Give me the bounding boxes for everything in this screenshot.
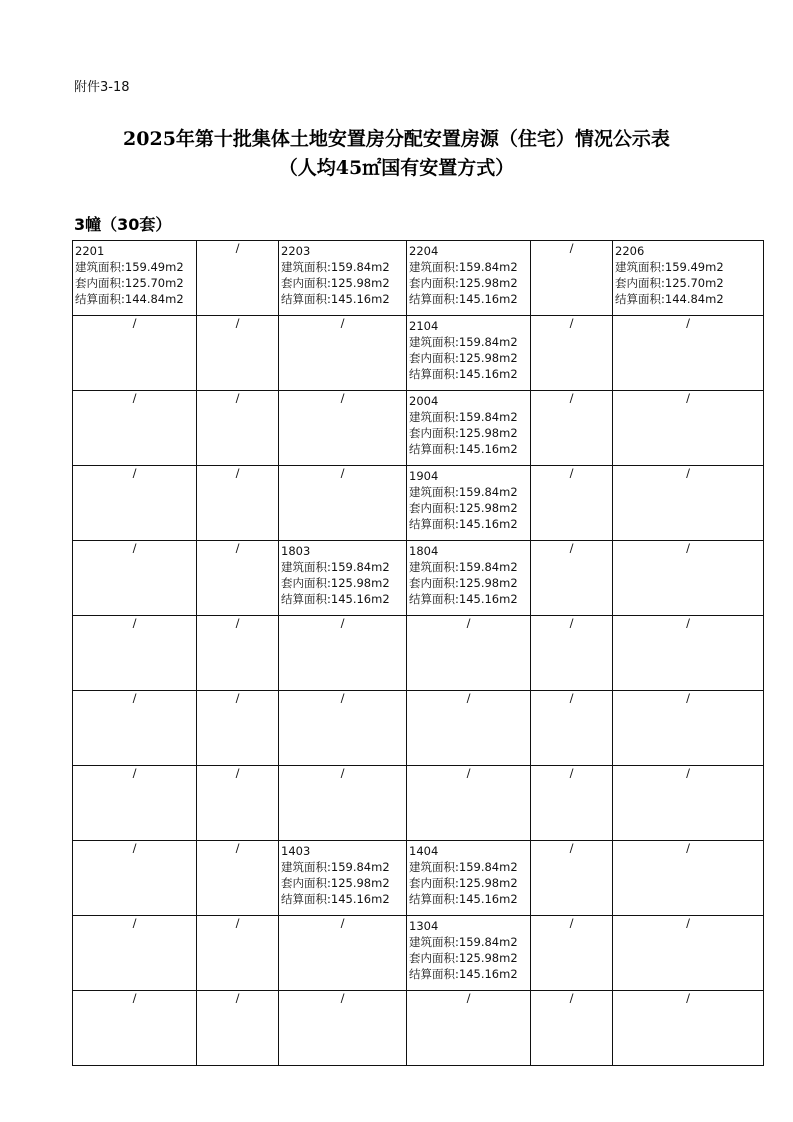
unit-cell [279,241,407,316]
settlement-area: 结算面积:145.16m2 [409,892,518,906]
empty-cell [279,691,407,766]
empty-cell [197,466,279,541]
unit-info [407,541,530,607]
placeholder-slash: / [235,766,240,780]
building-area: 建筑面积:159.49m2 [75,260,184,274]
placeholder-slash: / [340,916,345,930]
housing-units-table-body [73,241,764,1066]
unit-cell [279,541,407,616]
settlement-area: 结算面积:144.84m2 [615,292,724,306]
inner-area: 套内面积:125.98m2 [409,576,518,590]
empty-cell [197,541,279,616]
placeholder-slash: / [132,991,137,1005]
placeholder-slash: / [466,691,471,705]
empty-cell [407,691,531,766]
placeholder-slash: / [235,991,240,1005]
inner-area: 套内面积:125.98m2 [409,351,518,365]
empty-cell [613,391,764,466]
placeholder-slash: / [235,241,240,255]
inner-area: 套内面积:125.98m2 [281,576,390,590]
empty-cell [531,766,613,841]
empty-cell [279,316,407,391]
inner-area: 套内面积:125.70m2 [615,276,724,290]
unit-cell [279,841,407,916]
empty-cell [531,616,613,691]
table-row [73,916,764,991]
placeholder-slash: / [132,466,137,480]
placeholder-slash: / [132,391,137,405]
unit-cell [407,241,531,316]
placeholder-slash: / [235,616,240,630]
placeholder-slash: / [235,841,240,855]
settlement-area: 结算面积:145.16m2 [409,592,518,606]
empty-cell [197,391,279,466]
empty-cell [73,391,197,466]
unit-number: 2004 [409,394,439,408]
placeholder-slash: / [132,691,137,705]
unit-info [407,916,530,982]
empty-cell [279,991,407,1066]
placeholder-slash: / [235,391,240,405]
unit-cell [407,541,531,616]
unit-cell [407,841,531,916]
table-row [73,391,764,466]
empty-cell [531,991,613,1066]
empty-cell [279,616,407,691]
placeholder-slash: / [235,316,240,330]
inner-area: 套内面积:125.70m2 [75,276,184,290]
placeholder-slash: / [132,541,137,555]
empty-cell [407,991,531,1066]
empty-cell [73,466,197,541]
placeholder-slash: / [340,466,345,480]
placeholder-slash: / [686,466,690,480]
unit-info [407,466,530,532]
placeholder-slash: / [340,391,345,405]
placeholder-slash: / [569,316,574,330]
unit-number: 1404 [409,844,439,858]
settlement-area: 结算面积:145.16m2 [281,892,390,906]
placeholder-slash: / [686,391,690,405]
placeholder-slash: / [569,766,574,780]
empty-cell [531,541,613,616]
building-area: 建筑面积:159.84m2 [409,935,518,949]
placeholder-slash: / [340,691,345,705]
empty-cell [531,841,613,916]
empty-cell [531,391,613,466]
placeholder-slash: / [569,541,574,555]
unit-info [407,316,530,382]
settlement-area: 结算面积:145.16m2 [281,592,390,606]
placeholder-slash: / [569,616,574,630]
empty-cell [279,916,407,991]
unit-cell [407,391,531,466]
empty-cell [613,541,764,616]
building-area: 建筑面积:159.84m2 [409,260,518,274]
placeholder-slash: / [569,691,574,705]
empty-cell [531,466,613,541]
unit-info [613,241,763,307]
placeholder-slash: / [686,316,690,330]
placeholder-slash: / [340,991,345,1005]
empty-cell [197,916,279,991]
placeholder-slash: / [340,766,345,780]
settlement-area: 结算面积:145.16m2 [281,292,390,306]
placeholder-slash: / [132,766,137,780]
placeholder-slash: / [569,391,574,405]
unit-number: 1304 [409,919,439,933]
placeholder-slash: / [686,691,690,705]
unit-cell [407,316,531,391]
unit-info [407,241,530,307]
unit-number: 2203 [281,244,311,258]
settlement-area: 结算面积:145.16m2 [409,517,518,531]
empty-cell [197,616,279,691]
empty-cell [73,766,197,841]
placeholder-slash: / [686,916,690,930]
empty-cell [279,766,407,841]
unit-number: 1403 [281,844,311,858]
inner-area: 套内面积:125.98m2 [409,501,518,515]
inner-area: 套内面积:125.98m2 [409,876,518,890]
empty-cell [531,316,613,391]
table-row [73,841,764,916]
settlement-area: 结算面积:145.16m2 [409,367,518,381]
unit-number: 2206 [615,244,645,258]
placeholder-slash: / [466,616,471,630]
placeholder-slash: / [569,841,574,855]
table-row [73,466,764,541]
inner-area: 套内面积:125.98m2 [409,426,518,440]
unit-number: 1804 [409,544,439,558]
placeholder-slash: / [569,466,574,480]
empty-cell [613,316,764,391]
empty-cell [197,991,279,1066]
building-area: 建筑面积:159.84m2 [281,260,390,274]
empty-cell [73,841,197,916]
placeholder-slash: / [466,766,471,780]
empty-cell [197,241,279,316]
placeholder-slash: / [569,241,574,255]
placeholder-slash: / [132,841,137,855]
empty-cell [197,766,279,841]
empty-cell [613,916,764,991]
placeholder-slash: / [235,916,240,930]
unit-number: 1803 [281,544,311,558]
empty-cell [73,991,197,1066]
placeholder-slash: / [132,916,137,930]
empty-cell [73,916,197,991]
page-subtitle: （人均45㎡国有安置方式） [278,157,515,179]
inner-area: 套内面积:125.98m2 [281,876,390,890]
page-title: 2025年第十批集体土地安置房分配安置房源（住宅）情况公示表 [123,128,670,150]
building-area: 建筑面积:159.84m2 [409,485,518,499]
unit-info [407,391,530,457]
empty-cell [73,316,197,391]
empty-cell [613,766,764,841]
empty-cell [613,616,764,691]
building-area: 建筑面积:159.84m2 [409,560,518,574]
unit-info [279,841,406,907]
empty-cell [531,691,613,766]
empty-cell [73,691,197,766]
building-area: 建筑面积:159.84m2 [281,560,390,574]
placeholder-slash: / [686,766,690,780]
placeholder-slash: / [340,316,345,330]
unit-info [279,541,406,607]
placeholder-slash: / [132,616,137,630]
empty-cell [613,841,764,916]
building-area: 建筑面积:159.84m2 [281,860,390,874]
settlement-area: 结算面积:145.16m2 [409,292,518,306]
settlement-area: 结算面积:145.16m2 [409,967,518,981]
placeholder-slash: / [569,991,574,1005]
empty-cell [279,466,407,541]
building-area: 建筑面积:159.49m2 [615,260,724,274]
inner-area: 套内面积:125.98m2 [409,951,518,965]
placeholder-slash: / [132,316,137,330]
placeholder-slash: / [340,616,345,630]
placeholder-slash: / [686,841,690,855]
unit-cell [407,916,531,991]
table-row [73,541,764,616]
table-row [73,616,764,691]
building-section-label: 3幢（30套） [74,215,172,234]
placeholder-slash: / [686,541,690,555]
attachment-label: 附件3-18 [74,80,130,95]
empty-cell [407,766,531,841]
unit-number: 1904 [409,469,439,483]
inner-area: 套内面积:125.98m2 [409,276,518,290]
unit-number: 2104 [409,319,439,333]
building-area: 建筑面积:159.84m2 [409,335,518,349]
empty-cell [613,991,764,1066]
building-area: 建筑面积:159.84m2 [409,410,518,424]
table-row [73,766,764,841]
unit-info [279,241,406,307]
settlement-area: 结算面积:144.84m2 [75,292,184,306]
housing-units-table [72,240,764,1066]
empty-cell [73,616,197,691]
placeholder-slash: / [569,916,574,930]
unit-info [407,841,530,907]
unit-cell [613,241,764,316]
table-row [73,991,764,1066]
unit-number: 2201 [75,244,105,258]
table-row [73,691,764,766]
placeholder-slash: / [235,541,240,555]
settlement-area: 结算面积:145.16m2 [409,442,518,456]
empty-cell [407,616,531,691]
placeholder-slash: / [466,991,471,1005]
empty-cell [531,241,613,316]
unit-info [73,241,196,307]
empty-cell [613,466,764,541]
unit-number: 2204 [409,244,439,258]
empty-cell [197,316,279,391]
empty-cell [279,391,407,466]
table-row [73,241,764,316]
placeholder-slash: / [235,466,240,480]
empty-cell [531,916,613,991]
placeholder-slash: / [686,616,690,630]
placeholder-slash: / [686,991,690,1005]
empty-cell [197,841,279,916]
empty-cell [73,541,197,616]
building-area: 建筑面积:159.84m2 [409,860,518,874]
table-row [73,316,764,391]
empty-cell [613,691,764,766]
inner-area: 套内面积:125.98m2 [281,276,390,290]
placeholder-slash: / [235,691,240,705]
unit-cell [73,241,197,316]
unit-cell [407,466,531,541]
empty-cell [197,691,279,766]
